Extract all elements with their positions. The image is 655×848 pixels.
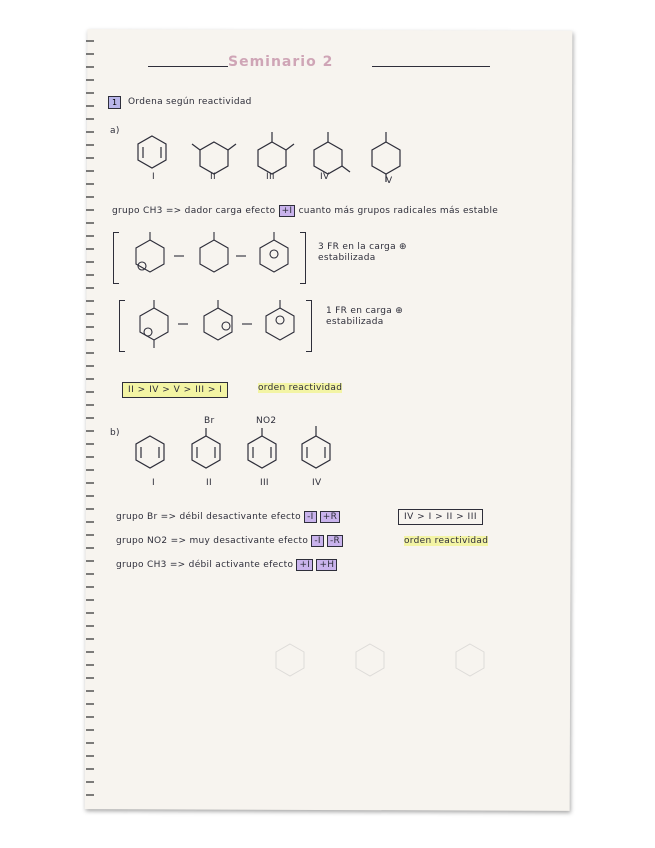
bracket-right xyxy=(306,300,312,352)
molecule-b-III xyxy=(248,428,276,468)
molecule-b-IV xyxy=(302,426,330,468)
molecule-a-I xyxy=(138,136,166,168)
molecule-b-II xyxy=(192,428,220,468)
part-a-label: a) xyxy=(110,126,120,136)
part-a-order-label: orden reactividad xyxy=(258,383,343,393)
part-b-line-br: grupo Br => débil desactivante efecto -I +R xyxy=(116,512,340,522)
effect-badge: +R xyxy=(320,511,340,523)
part-b-line-no2: grupo NO2 => muy desactivante efecto -I -R xyxy=(116,536,343,546)
title-rule-right xyxy=(372,66,490,67)
label-b-II: II xyxy=(206,478,212,488)
resonance-structures-1 xyxy=(128,232,308,284)
label-a-V: V xyxy=(386,176,393,186)
substituent-no2: NO2 xyxy=(256,416,277,426)
label-b-I: I xyxy=(152,478,155,488)
part-a-order-box: II > IV > V > III > I xyxy=(122,382,228,398)
molecule-a-IV xyxy=(314,132,350,174)
part-b-molecules xyxy=(130,424,350,480)
label-a-III: III xyxy=(266,172,275,182)
effect-badge: -I xyxy=(304,511,317,523)
exercise-instruction: Ordena según reactividad xyxy=(128,97,252,107)
resonance-1-note: 3 FR en la carga ⊕ estabilizada xyxy=(318,242,407,263)
part-a-molecules xyxy=(132,128,472,188)
part-b-order-box: IV > I > II > III xyxy=(398,509,483,525)
label-b-IV: IV xyxy=(312,478,322,488)
label-a-I: I xyxy=(152,172,155,182)
resonance-structures-2 xyxy=(132,300,312,352)
part-b-order-label: orden reactividad xyxy=(404,536,489,546)
part-b-line-ch3: grupo CH3 => débil activante efecto +I +H xyxy=(116,560,337,570)
label-b-III: III xyxy=(260,478,269,488)
part-a-group-note: grupo CH3 => dador carga efecto +I cuanto más grupos radicales más estable xyxy=(112,206,499,216)
effect-badge: -I xyxy=(311,535,324,547)
part-b-label: b) xyxy=(110,428,120,438)
show-through-sketch xyxy=(270,630,530,710)
substituent-br: Br xyxy=(204,416,215,426)
molecule-b-I xyxy=(136,436,164,468)
resonance-2-note: 1 FR en carga ⊕ estabilizada xyxy=(326,306,404,327)
page-title: Seminario 2 xyxy=(228,54,334,70)
effect-badge: +H xyxy=(316,559,337,571)
exercise-number: 1 xyxy=(108,96,121,109)
bracket-right xyxy=(300,232,306,284)
molecule-a-V xyxy=(372,132,400,182)
bracket-left xyxy=(119,300,125,352)
bracket-left xyxy=(113,232,119,284)
title-rule-left xyxy=(148,66,228,67)
effect-badge: +I xyxy=(296,559,313,571)
molecule-a-II xyxy=(192,142,236,174)
molecule-a-III xyxy=(258,132,294,174)
effect-badge: -R xyxy=(327,535,343,547)
spiral-binding xyxy=(86,40,94,800)
label-a-II: II xyxy=(210,172,216,182)
label-a-IV: IV xyxy=(320,172,330,182)
effect-badge: +I xyxy=(279,205,296,217)
